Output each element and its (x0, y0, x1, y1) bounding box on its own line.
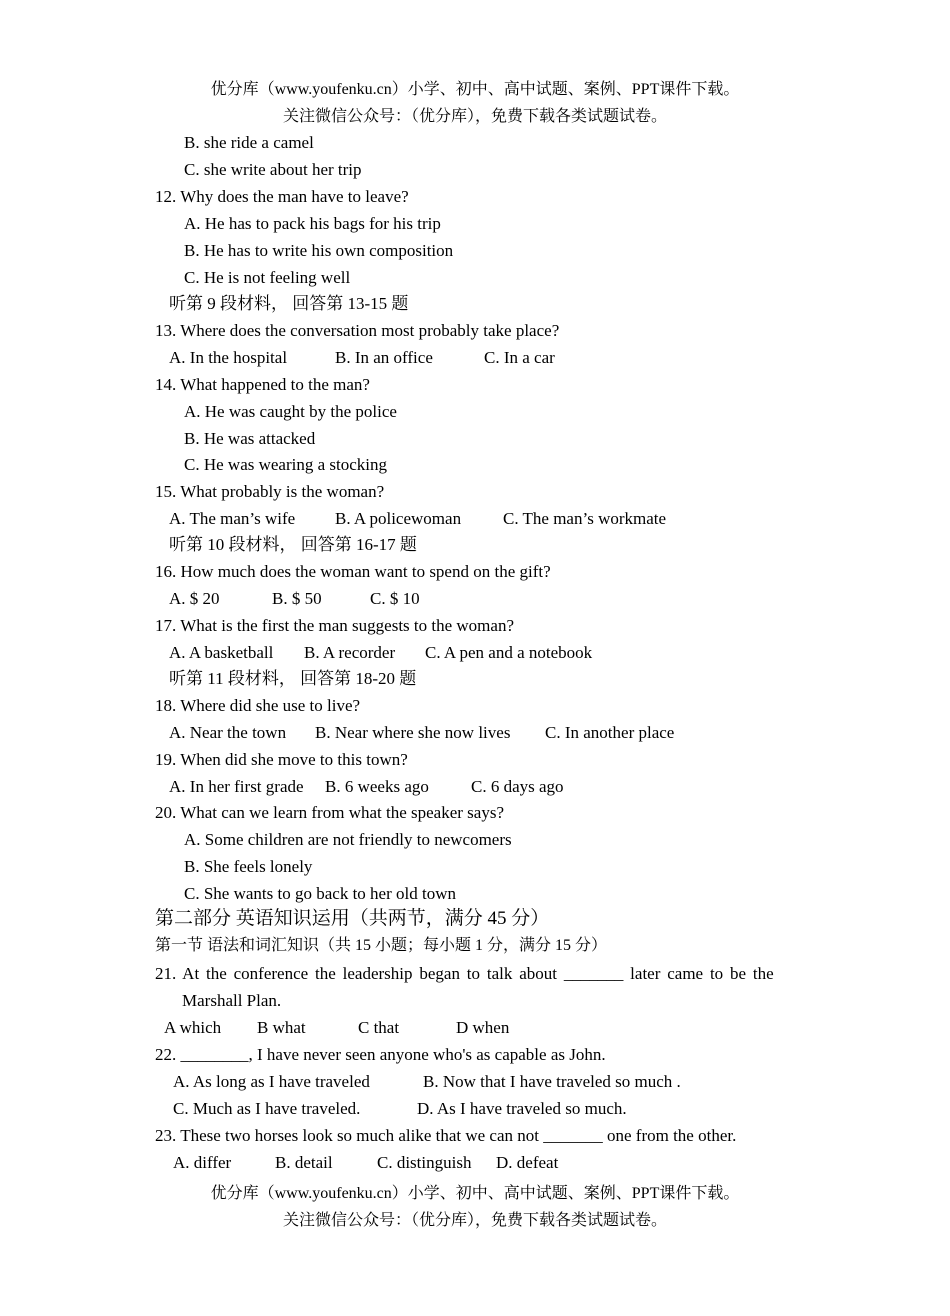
q12-option-a: A. He has to pack his bags for his trip (184, 214, 441, 233)
q20-option-b: B. She feels lonely (184, 857, 313, 876)
q18-option-a: A. Near the town (169, 723, 287, 742)
q12-stem: 12. Why does the man have to leave? (155, 187, 409, 206)
q13-option-a: A. In the hospital (169, 348, 288, 367)
header-line-1: 优分库（www.youfenku.cn）小学、初中、高中试题、案例、PPT课件下载。 (210, 81, 740, 98)
section-11-instruction: 听第 11 段材料， 回答第 18-20 题 (169, 669, 417, 688)
q14-option-c: C. He was wearing a stocking (184, 455, 388, 474)
q22-option-c: C. Much as I have traveled. (173, 1099, 361, 1118)
section-one-heading: 第一节 语法和词汇知识（共 15 小题；每小题 1 分，满分 15 分） (155, 937, 608, 954)
q23-stem: 23. These two horses look so much alike that we can not _______ one from the other. (155, 1126, 737, 1145)
q16-option-a: A. $ 20 (169, 589, 220, 608)
q22-stem: 22. ________, I have never seen anyone who's as capable as John. (155, 1045, 606, 1064)
q23-option-d: D. defeat (496, 1153, 559, 1172)
q19-option-a: A. In her first grade (169, 777, 304, 796)
q15-option-a: A. The man’s wife (169, 509, 296, 528)
q21-stem-line-1: 21. At the conference the leadership began to talk about _______ later came to be the (155, 964, 774, 983)
q23-option-a: A. differ (173, 1153, 232, 1172)
q17-stem: 17. What is the first the man suggests to the woman? (155, 616, 514, 635)
q16-option-b: B. $ 50 (272, 589, 322, 608)
q14-stem: 14. What happened to the man? (155, 375, 370, 394)
q21-option-a: A which (164, 1018, 222, 1037)
q18-option-b: B. Near where she now lives (315, 723, 511, 742)
q22-option-a: A. As long as I have traveled (173, 1072, 370, 1091)
q13-option-b: B. In an office (335, 348, 433, 367)
q21-stem-line-2: Marshall Plan. (182, 991, 282, 1010)
q18-stem: 18. Where did she use to live? (155, 696, 361, 715)
q14-option-a: A. He was caught by the police (184, 402, 397, 421)
q11-option-c: C. she write about her trip (184, 160, 362, 179)
header-line-2: 关注微信公众号：（优分库），免费下载各类试题试卷。 (282, 108, 667, 125)
q15-stem: 15. What probably is the woman? (155, 482, 385, 501)
q13-option-c: C. In a car (484, 348, 555, 367)
footer-line-2: 关注微信公众号：（优分库），免费下载各类试题试卷。 (282, 1212, 667, 1229)
footer-line-1: 优分库（www.youfenku.cn）小学、初中、高中试题、案例、PPT课件下载。 (210, 1185, 740, 1202)
q15-option-b: B. A policewoman (335, 509, 462, 528)
q19-option-c: C. 6 days ago (471, 777, 564, 796)
q11-option-b: B. she ride a camel (184, 133, 314, 152)
q13-stem: 13. Where does the conversation most probably take place? (155, 321, 560, 340)
q17-option-b: B. A recorder (304, 643, 396, 662)
q17-option-c: C. A pen and a notebook (425, 643, 593, 662)
part-two-heading: 第二部分 英语知识运用（共两节，满分 45 分） (155, 908, 550, 929)
q17-option-a: A. A basketball (169, 643, 274, 662)
q16-option-c: C. $ 10 (370, 589, 420, 608)
q19-stem: 19. When did she move to this town? (155, 750, 408, 769)
q23-option-c: C. distinguish (377, 1153, 472, 1172)
q20-stem: 20. What can we learn from what the speaker says? (155, 803, 504, 822)
q12-option-c: C. He is not feeling well (184, 268, 351, 287)
q12-option-b: B. He has to write his own composition (184, 241, 454, 260)
section-10-instruction: 听第 10 段材料， 回答第 16-17 题 (169, 535, 417, 554)
q16-stem: 16. How much does the woman want to spend on the gift? (155, 562, 551, 581)
q20-option-c: C. She wants to go back to her old town (184, 884, 456, 903)
section-9-instruction: 听第 9 段材料， 回答第 13-15 题 (169, 294, 409, 313)
q21-option-d: D when (456, 1018, 510, 1037)
q19-option-b: B. 6 weeks ago (325, 777, 429, 796)
q23-option-b: B. detail (275, 1153, 333, 1172)
q20-option-a: A. Some children are not friendly to newcomers (184, 830, 512, 849)
q22-option-d: D. As I have traveled so much. (417, 1099, 627, 1118)
q21-option-b: B what (257, 1018, 306, 1037)
q18-option-c: C. In another place (545, 723, 675, 742)
q22-option-b: B. Now that I have traveled so much . (423, 1072, 681, 1091)
q15-option-c: C. The man’s workmate (503, 509, 667, 528)
q21-option-c: C that (358, 1018, 400, 1037)
q14-option-b: B. He was attacked (184, 429, 316, 448)
